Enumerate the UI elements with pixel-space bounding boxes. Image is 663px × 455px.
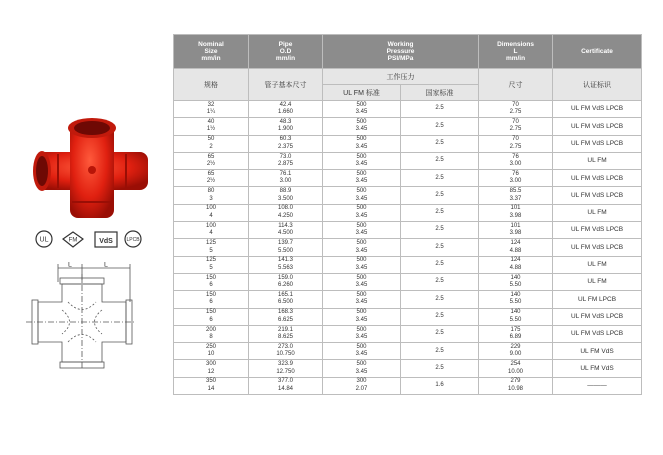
cell-pressure-ul-fm: 300 2.07 xyxy=(323,377,401,394)
cell-dimension: 279 10.98 xyxy=(479,377,553,394)
cell-pressure-ul-fm: 500 3.45 xyxy=(323,152,401,169)
subheader-pressure: 工作压力 xyxy=(323,69,479,85)
technical-drawing xyxy=(22,262,140,372)
cell-pipe-od: 323.9 12.750 xyxy=(249,360,323,377)
cell-certificate: UL FM VdS LPCB xyxy=(553,325,642,342)
cell-dimension: 254 10.00 xyxy=(479,360,553,377)
cell-size: 300 12 xyxy=(174,360,249,377)
cell-pipe-od: 42.4 1.660 xyxy=(249,101,323,118)
cell-size: 32 1¼ xyxy=(174,101,249,118)
cell-size: 150 6 xyxy=(174,308,249,325)
cell-pressure-national: 2.5 xyxy=(401,118,479,135)
cell-pipe-od: 88.9 3.500 xyxy=(249,187,323,204)
table-row xyxy=(174,256,642,273)
cell-dimension: 85.5 3.37 xyxy=(479,187,553,204)
cell-pressure-ul-fm: 500 3.45 xyxy=(323,101,401,118)
cell-certificate: UL FM VdS xyxy=(553,343,642,360)
table-row xyxy=(174,135,642,152)
cell-pressure-national: 1.6 xyxy=(401,377,479,394)
cell-size: 80 3 xyxy=(174,187,249,204)
cell-dimension: 101 3.98 xyxy=(479,222,553,239)
cell-pipe-od: 273.0 10.750 xyxy=(249,343,323,360)
cell-pressure-ul-fm: 500 3.45 xyxy=(323,360,401,377)
cell-certificate: UL FM xyxy=(553,152,642,169)
cell-pressure-ul-fm: 500 3.45 xyxy=(323,222,401,239)
cell-dimension: 70 2.75 xyxy=(479,118,553,135)
dimension-label-right: L xyxy=(104,262,108,269)
cell-dimension: 140 5.50 xyxy=(479,308,553,325)
cell-dimension: 229 9.00 xyxy=(479,343,553,360)
cell-pressure-national: 2.5 xyxy=(401,170,479,187)
table-row xyxy=(174,343,642,360)
cell-pressure-ul-fm: 500 3.45 xyxy=(323,325,401,342)
cell-pipe-od: 139.7 5.500 xyxy=(249,239,323,256)
header-dimensions: Dimensions L mm/in xyxy=(479,35,553,69)
cell-dimension: 101 3.98 xyxy=(479,204,553,221)
cell-dimension: 175 6.89 xyxy=(479,325,553,342)
cell-certificate: UL FM VdS LPCB xyxy=(553,308,642,325)
cell-pressure-national: 2.5 xyxy=(401,135,479,152)
cell-pressure-national: 2.5 xyxy=(401,239,479,256)
cell-dimension: 70 2.75 xyxy=(479,135,553,152)
table-row xyxy=(174,204,642,221)
specification-table xyxy=(173,34,642,395)
svg-text:VdS: VdS xyxy=(99,238,113,245)
product-panel xyxy=(0,0,172,455)
cell-pressure-ul-fm: 500 3.45 xyxy=(323,187,401,204)
cell-pipe-od: 60.3 2.375 xyxy=(249,135,323,152)
cell-pressure-national: 2.5 xyxy=(401,273,479,290)
cell-pressure-national: 2.5 xyxy=(401,360,479,377)
cell-size: 250 10 xyxy=(174,343,249,360)
table-row xyxy=(174,187,642,204)
subheader-size: 规格 xyxy=(174,69,249,101)
cell-pressure-ul-fm: 500 3.45 xyxy=(323,291,401,308)
cell-pressure-national: 2.5 xyxy=(401,101,479,118)
cell-certificate: ——— xyxy=(553,377,642,394)
cell-certificate: UL FM VdS LPCB xyxy=(553,239,642,256)
cell-pressure-ul-fm: 500 3.45 xyxy=(323,239,401,256)
table-row xyxy=(174,170,642,187)
cell-pipe-od: 108.0 4.250 xyxy=(249,204,323,221)
cell-pipe-od: 76.1 3.00 xyxy=(249,170,323,187)
cell-certificate: UL FM VdS LPCB xyxy=(553,118,642,135)
cell-dimension: 140 5.50 xyxy=(479,291,553,308)
cell-pressure-national: 2.5 xyxy=(401,256,479,273)
cell-pressure-ul-fm: 500 3.45 xyxy=(323,273,401,290)
table-row xyxy=(174,152,642,169)
cell-pressure-national: 2.5 xyxy=(401,187,479,204)
subheader-dimensions: 尺寸 xyxy=(479,69,553,101)
cell-dimension: 140 5.50 xyxy=(479,273,553,290)
cell-pressure-national: 2.5 xyxy=(401,308,479,325)
cell-size: 100 4 xyxy=(174,204,249,221)
cell-dimension: 70 2.75 xyxy=(479,101,553,118)
svg-text:LPCB: LPCB xyxy=(126,237,140,243)
cell-size: 200 8 xyxy=(174,325,249,342)
cell-pipe-od: 114.3 4.500 xyxy=(249,222,323,239)
table-row xyxy=(174,377,642,394)
header-working-pressure: Working Pressure PSI/MPa xyxy=(323,35,479,69)
cell-size: 65 2½ xyxy=(174,170,249,187)
fm-approved-logo xyxy=(63,232,83,247)
cell-pressure-ul-fm: 500 3.45 xyxy=(323,118,401,135)
cell-pipe-od: 219.1 8.625 xyxy=(249,325,323,342)
cell-size: 350 14 xyxy=(174,377,249,394)
vds-logo xyxy=(95,232,117,247)
cell-pressure-national: 2.5 xyxy=(401,152,479,169)
cell-size: 65 2½ xyxy=(174,152,249,169)
cell-pipe-od: 159.0 6.260 xyxy=(249,273,323,290)
table-row xyxy=(174,308,642,325)
cell-pressure-ul-fm: 500 3.45 xyxy=(323,170,401,187)
cell-dimension: 124 4.88 xyxy=(479,239,553,256)
cell-certificate: UL FM xyxy=(553,204,642,221)
table-row xyxy=(174,239,642,256)
cell-certificate: UL FM VdS xyxy=(553,360,642,377)
cell-certificate: UL FM VdS LPCB xyxy=(553,187,642,204)
cell-size: 40 1½ xyxy=(174,118,249,135)
cell-pipe-od: 48.3 1.900 xyxy=(249,118,323,135)
cell-certificate: UL FM VdS LPCB xyxy=(553,170,642,187)
cell-size: 50 2 xyxy=(174,135,249,152)
cell-size: 150 6 xyxy=(174,273,249,290)
cross-fitting-photo xyxy=(28,112,156,222)
cell-pressure-national: 2.5 xyxy=(401,291,479,308)
cell-dimension: 76 3.00 xyxy=(479,170,553,187)
svg-text:FM: FM xyxy=(68,237,78,244)
cell-size: 100 4 xyxy=(174,222,249,239)
subheader-certificate: 认证标识 xyxy=(553,69,642,101)
cell-certificate: UL FM xyxy=(553,273,642,290)
table-row xyxy=(174,101,642,118)
cell-certificate: UL FM LPCB xyxy=(553,291,642,308)
cell-certificate: UL FM xyxy=(553,256,642,273)
header-pipe-od: Pipe O.D mm/in xyxy=(249,35,323,69)
cell-pressure-national: 2.5 xyxy=(401,325,479,342)
cell-pressure-ul-fm: 500 3.45 xyxy=(323,256,401,273)
subheader-pressure-ul-fm: UL FM 标准 xyxy=(323,85,401,101)
cell-size: 150 6 xyxy=(174,291,249,308)
table-row xyxy=(174,222,642,239)
table-row xyxy=(174,291,642,308)
cell-pressure-ul-fm: 500 3.45 xyxy=(323,135,401,152)
ul-listed-logo xyxy=(36,231,52,247)
table-row xyxy=(174,360,642,377)
dimension-label-left: L xyxy=(68,262,72,269)
lpcb-logo xyxy=(125,231,141,247)
cell-pressure-ul-fm: 500 3.45 xyxy=(323,204,401,221)
svg-text:UL: UL xyxy=(39,236,49,244)
cell-pressure-ul-fm: 500 3.45 xyxy=(323,308,401,325)
cell-dimension: 76 3.00 xyxy=(479,152,553,169)
table-row xyxy=(174,325,642,342)
cell-pressure-national: 2.5 xyxy=(401,222,479,239)
cell-pressure-national: 2.5 xyxy=(401,204,479,221)
cell-pressure-national: 2.5 xyxy=(401,343,479,360)
cell-size: 125 5 xyxy=(174,256,249,273)
cell-pipe-od: 168.3 6.625 xyxy=(249,308,323,325)
subheader-pipe: 管子基本尺寸 xyxy=(249,69,323,101)
cell-pipe-od: 141.3 5.563 xyxy=(249,256,323,273)
cell-certificate: UL FM VdS LPCB xyxy=(553,135,642,152)
cell-certificate: UL FM VdS LPCB xyxy=(553,101,642,118)
table-row xyxy=(174,273,642,290)
cell-size: 125 5 xyxy=(174,239,249,256)
cell-pressure-ul-fm: 500 3.45 xyxy=(323,343,401,360)
cell-pipe-od: 73.0 2.875 xyxy=(249,152,323,169)
header-certificate: Certificate xyxy=(553,35,642,69)
header-nominal-size: Nominal Size mm/in xyxy=(174,35,249,69)
table-row xyxy=(174,118,642,135)
cell-pipe-od: 377.0 14.84 xyxy=(249,377,323,394)
subheader-pressure-national: 国家标准 xyxy=(401,85,479,101)
certification-logos xyxy=(33,230,168,252)
cell-dimension: 124 4.88 xyxy=(479,256,553,273)
cell-pipe-od: 165.1 6.500 xyxy=(249,291,323,308)
cell-certificate: UL FM VdS LPCB xyxy=(553,222,642,239)
